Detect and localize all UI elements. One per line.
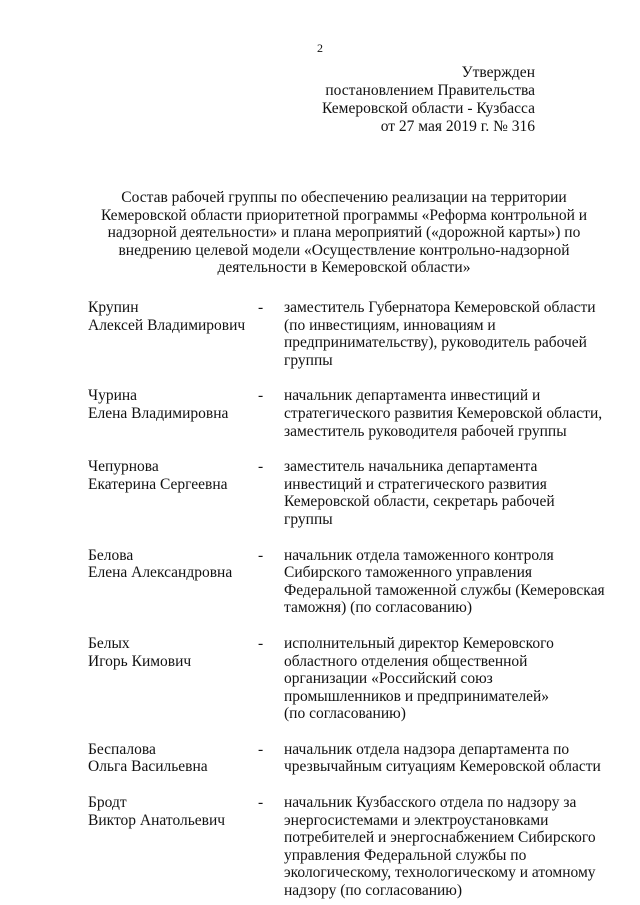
role-line: промышленников и предпринимателей»	[284, 687, 550, 705]
role-line: заместитель Губернатора Кемеровской области	[284, 299, 596, 316]
member-given-name: Екатерина Сергеевна	[88, 475, 228, 493]
member-given-name: Елена Александровна	[88, 564, 233, 582]
member-role	[270, 635, 598, 723]
role-line: исполнительный директор Кемеровского	[284, 634, 554, 652]
member-name	[88, 794, 254, 900]
member-surname: Беспалова	[88, 740, 156, 758]
role-line: инвестиций и стратегического развития	[284, 475, 547, 493]
role-line: стратегического развития Кемеровской области,	[284, 404, 603, 422]
member-role	[270, 547, 605, 617]
member-given-name: Ольга Васильевна	[88, 758, 208, 776]
member-given-name: Алексей Владимирович	[88, 316, 246, 334]
member-role	[270, 387, 602, 440]
title-line: Кемеровской области приоритетной программы «Реформа контрольной и	[100, 206, 588, 224]
role-line: надзору (по согласованию)	[284, 882, 463, 900]
member-entry	[88, 635, 598, 723]
member-surname: Чурина	[88, 387, 138, 405]
member-given-name: Игорь Кимович	[88, 652, 192, 670]
member-surname: Чепурнова	[88, 458, 159, 476]
title-line: Состав рабочей группы по обеспечению реализации на территории	[121, 189, 567, 206]
title-line: внедрению целевой модели «Осуществление контрольно-надзорной	[118, 241, 570, 259]
role-line: областного отделения общественной	[284, 652, 528, 670]
member-dash: -	[258, 740, 264, 758]
role-line: чрезвычайным ситуациям Кемеровской области	[284, 758, 601, 776]
member-entry	[88, 740, 601, 776]
member-role	[270, 458, 598, 528]
role-line: начальник отдела надзора департамента по	[284, 740, 570, 758]
member-dash: -	[258, 634, 264, 652]
member-surname: Белова	[88, 546, 134, 564]
member-name	[88, 299, 254, 369]
role-line: предпринимательству), руководитель рабочей	[284, 334, 587, 352]
role-line: заместитель руководителя рабочей группы	[284, 422, 567, 440]
member-name	[88, 387, 254, 440]
member-dash: -	[258, 299, 264, 316]
member-name	[88, 635, 254, 723]
member-entry	[88, 546, 605, 617]
role-line: начальник отдела таможенного контроля	[284, 546, 554, 564]
role-line: группы	[284, 351, 333, 369]
member-entry	[88, 458, 598, 528]
member-given-name: Виктор Анатольевич	[88, 811, 226, 829]
role-line: (по инвестициям, инновациям и	[284, 316, 496, 334]
role-line: управления Федеральной службы по	[284, 846, 527, 864]
role-line: группы	[284, 510, 333, 528]
role-line: таможня) (по согласованию)	[284, 599, 473, 617]
member-role	[270, 741, 601, 776]
members-list	[88, 299, 605, 900]
member-surname: Белых	[88, 634, 130, 652]
role-line: заместитель начальника департамента	[284, 458, 538, 476]
role-line: (по согласованию)	[284, 705, 406, 723]
approval-line: постановлением Правительства	[325, 82, 535, 99]
role-line: начальник департамента инвестиций и	[284, 387, 541, 405]
member-dash: -	[258, 794, 264, 812]
approval-stamp	[322, 64, 535, 136]
member-surname: Крупин	[88, 299, 139, 316]
page-number: 2	[317, 41, 323, 55]
member-name	[88, 547, 254, 617]
member-name	[88, 458, 254, 528]
document-title	[92, 189, 596, 277]
role-line: Федеральной таможенной службы (Кемеровская	[284, 581, 605, 599]
member-role	[270, 299, 598, 369]
role-line: организации «Российский союз	[284, 670, 493, 688]
role-line: Сибирского таможенного управления	[284, 564, 532, 582]
member-entry	[88, 794, 598, 900]
role-line: потребителей и энергоснабжением Сибирского	[284, 829, 596, 847]
role-line: Кемеровской области, секретарь рабочей	[284, 493, 555, 511]
member-dash: -	[258, 546, 264, 564]
member-given-name: Елена Владимировна	[88, 404, 229, 422]
member-role	[270, 794, 598, 900]
member-entry	[88, 299, 598, 369]
title-line: деятельности в Кемеровской области»	[217, 259, 471, 276]
member-name	[88, 741, 254, 776]
role-line: энергосистемами и электроустановками	[284, 811, 549, 829]
approval-line: от 27 мая 2019 г. № 316	[380, 118, 535, 135]
role-line: начальник Кузбасского отдела по надзору за	[284, 794, 577, 812]
approval-line: Утвержден	[461, 64, 535, 81]
member-surname: Бродт	[88, 794, 127, 812]
title-line: надзорной деятельности» и плана мероприятий («дорожной карты») по	[107, 224, 581, 241]
role-line: экологическому, технологическому и атомному	[284, 864, 596, 882]
member-dash: -	[258, 458, 264, 476]
member-entry	[88, 387, 603, 440]
member-dash: -	[258, 387, 264, 405]
approval-line: Кемеровской области - Кузбасса	[322, 100, 535, 117]
